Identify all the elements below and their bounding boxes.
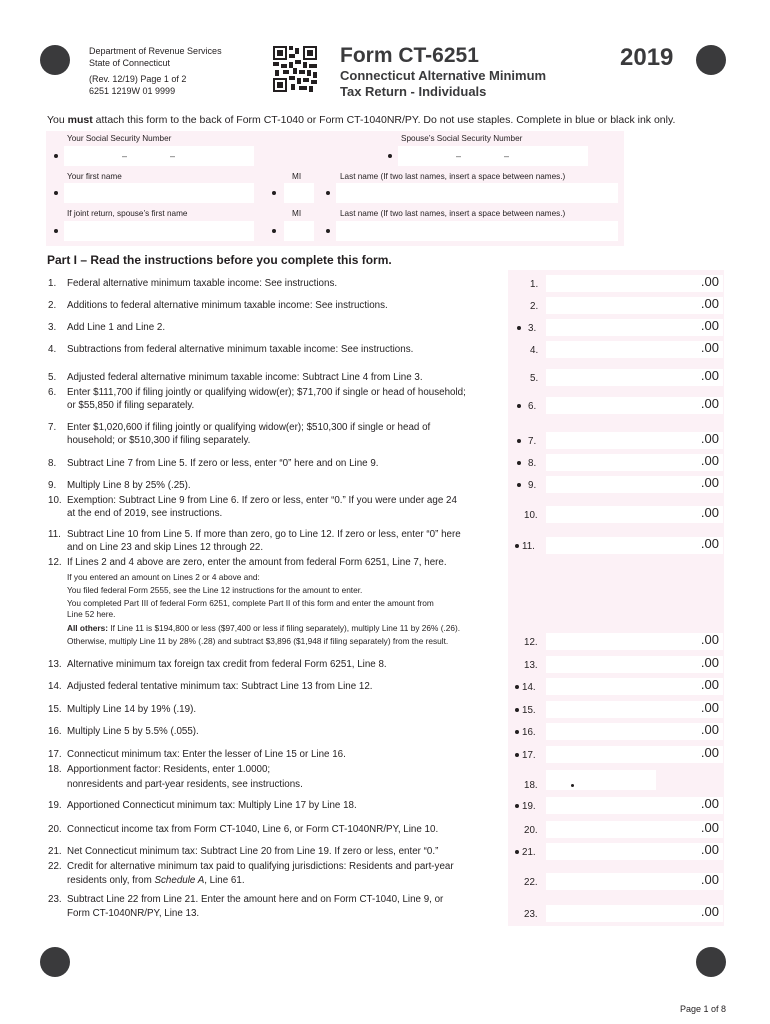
required-bullet [517,439,521,443]
cents-suffix: .00 [700,340,719,355]
form-subtitle-line-1: Connecticut Alternative Minimum [340,68,547,83]
line-text: Subtract Line 10 from Line 5. If more than zero, go to Line 12. If zero or less, enter “0” here [67,529,461,540]
required-bullet [517,404,521,408]
line-number: 22. [48,861,62,872]
line-text-cont: at the end of 2019, see instructions. [67,508,223,519]
last-name-input[interactable] [336,183,618,203]
cents-suffix: .00 [700,842,719,857]
amount-input-line-19[interactable] [546,797,723,814]
spouse-mi-input[interactable] [284,221,314,241]
spouse-ssn-input[interactable] [398,146,588,166]
line-number: 17. [48,749,62,760]
cents-suffix: .00 [700,722,719,737]
line-text: Net Connecticut minimum tax: Subtract Line 20 from Line 19. If zero or less, enter “0.” [67,846,439,857]
line-text: Adjusted federal alternative minimum taxable income: Subtract Line 4 from Line 3. [67,372,423,383]
cents-suffix: .00 [700,431,719,446]
line-12-note-1: If you entered an amount on Lines 2 or 4 above and: [67,572,260,582]
required-bullet [326,229,330,233]
required-bullet [515,850,519,854]
required-bullet [517,483,521,487]
cents-suffix: .00 [700,396,719,411]
amount-input-line-22[interactable] [546,873,723,890]
attach-instruction [47,114,675,126]
amount-input-line-16[interactable] [546,723,723,740]
amount-input-line-13[interactable] [546,656,723,673]
amount-input-line-7[interactable] [546,432,723,449]
cents-suffix: .00 [700,677,719,692]
amount-input-line-10[interactable] [546,506,723,523]
amount-input-line-21[interactable] [546,843,723,860]
required-bullet [54,229,58,233]
amount-input-line-14[interactable] [546,678,723,695]
line-text: Add Line 1 and Line 2. [67,322,166,333]
spouse-first-name-label: If joint return, spouse’s first name [67,209,188,218]
spouse-last-name-label: Last name (If two last names, insert a space between names.) [340,209,566,218]
line-12-note-5 [67,623,460,634]
ssn-dash-1: – [122,151,128,161]
line-text-cont: Form CT-1040NR/PY, Line 13. [67,908,200,919]
qr-code-icon [273,46,317,92]
line-text: Connecticut minimum tax: Enter the lesser of Line 15 or Line 16. [67,749,346,760]
amount-input-line-1[interactable] [546,275,723,292]
amount-label-16: 16. [522,727,536,738]
line-number: 11. [48,529,61,540]
amount-input-line-9[interactable] [546,476,723,493]
spouse-mi-label: MI [292,209,302,218]
cents-suffix: .00 [700,820,719,835]
amount-label-13: 13. [524,660,538,671]
cents-suffix: .00 [700,318,719,333]
line-number: 5. [48,372,57,383]
amount-label-8: 8. [528,458,537,469]
required-bullet [272,229,276,233]
required-bullet [515,685,519,689]
line-number: 12. [48,557,62,568]
amount-input-line-20[interactable] [546,821,723,838]
note-text: If Line 11 is $194,800 or less ($97,400 or less if filing separately), multiply Line 11 by 26% (.26). [108,623,461,633]
line-number: 19. [48,800,62,811]
required-bullet [515,544,519,548]
line-number: 9. [48,480,57,491]
line-22-pre: residents only, from [67,875,155,886]
required-bullet [326,191,330,195]
cents-suffix: .00 [700,632,719,647]
part-1-title: Part I – Read the instructions before you complete this form. [47,253,392,267]
line-12-note-2: You filed federal Form 2555, see the Line 12 instructions for the amount to enter. [67,585,363,595]
spouse-first-name-input[interactable] [64,221,254,241]
line-number: 16. [48,726,62,737]
line-text: Credit for alternative minimum tax paid to qualifying jurisdictions: Residents and part-year [67,861,454,872]
line-text: Apportionment factor: Residents, enter 1.0000; [67,764,271,775]
tax-year: 2019 [620,44,674,71]
line-22-italic: Schedule A [154,875,205,886]
amount-label-23: 23. [524,909,538,920]
amount-label-11: 11. [522,541,535,552]
line-text: Multiply Line 5 by 5.5% (.055). [67,726,199,737]
cents-suffix: .00 [700,368,719,383]
cents-suffix: .00 [700,296,719,311]
line-12-note-4: Line 52 here. [67,609,116,619]
form-title: Form CT-6251 [340,44,479,67]
amount-input-line-4[interactable] [546,341,723,358]
required-bullet [272,191,276,195]
line-number: 3. [48,322,57,333]
line-number: 10. [48,495,62,506]
required-bullet [515,804,519,808]
amount-label-19: 19. [522,801,536,812]
line-text: Subtractions from federal alternative minimum taxable income: See instructions. [67,344,414,355]
cents-suffix: .00 [700,505,719,520]
mi-label: MI [292,172,302,181]
form-subtitle [340,68,546,100]
required-bullet [515,730,519,734]
amount-input-line-12[interactable] [546,633,723,650]
registration-mark-top-right [696,45,726,75]
amount-label-14: 14. [522,682,536,693]
amount-input-line-6[interactable] [546,397,723,414]
required-bullet [54,191,58,195]
last-name-label: Last name (If two last names, insert a space between names.) [340,172,566,181]
line-text: Enter $111,700 if filing jointly or qualifying widow(er); $71,700 if single or head of household; [67,387,466,398]
amount-label-1: 1. [530,279,539,290]
required-bullet [517,326,521,330]
amount-input-line-8[interactable] [546,454,723,471]
amount-label-10: 10. [524,510,538,521]
line-text: Apportioned Connecticut minimum tax: Multiply Line 17 by Line 18. [67,800,357,811]
spouse-ssn-dash-1: – [456,151,462,161]
amount-label-12: 12. [524,637,538,648]
line-text-cont [67,875,245,888]
cents-suffix: .00 [700,796,719,811]
required-bullet [515,708,519,712]
cents-suffix: .00 [700,453,719,468]
form-code: 6251 1219W 01 9999 [89,85,176,96]
line-number: 21. [48,846,62,857]
apportionment-factor-input[interactable] [546,770,656,790]
form-subtitle-line-2: Tax Return - Individuals [340,84,487,99]
line-text: Subtract Line 7 from Line 5. If zero or less, enter “0” here and on Line 9. [67,458,379,469]
first-name-label: Your first name [67,172,122,181]
line-text-cont: and on Line 23 and skip Lines 12 through 22. [67,542,264,553]
amount-label-7: 7. [528,436,537,447]
registration-mark-bottom-left [40,947,70,977]
required-bullet [388,154,392,158]
line-number: 14. [48,681,62,692]
line-number: 7. [48,422,57,433]
line-text: Subtract Line 22 from Line 21. Enter the amount here and on Form CT-1040, Line 9, or [67,894,444,905]
first-name-input[interactable] [64,183,254,203]
line-text: Adjusted federal tentative minimum tax: Subtract Line 13 from Line 12. [67,681,373,692]
cents-suffix: .00 [700,745,719,760]
line-12-note-6: Otherwise, multiply Line 11 by 28% (.28) and subtract $3,896 ($1,948 if filing separately) from the result. [67,636,449,646]
attach-pre: You [47,114,68,126]
amount-input-line-11[interactable] [546,537,723,554]
line-number: 6. [48,387,57,398]
ssn-dash-2: – [170,151,176,161]
line-text: Alternative minimum tax foreign tax credit from federal Form 6251, Line 8. [67,659,387,670]
registration-mark-bottom-right [696,947,726,977]
line-text: Connecticut income tax from Form CT-1040, Line 6, or Form CT-1040NR/PY, Line 10. [67,824,439,835]
line-number: 15. [48,704,62,715]
amount-input-line-17[interactable] [546,746,723,763]
cents-suffix: .00 [700,655,719,670]
amount-input-line-2[interactable] [546,297,723,314]
amount-label-5: 5. [530,373,539,384]
dept-name: Department of Revenue Services [89,46,222,56]
line-text-cont: or $55,850 if filing separately. [67,400,195,411]
line-text: Multiply Line 8 by 25% (.25). [67,480,191,491]
amount-label-2: 2. [530,301,539,312]
spouse-ssn-dash-2: – [504,151,510,161]
amount-label-6: 6. [528,401,537,412]
line-number: 18. [48,764,62,775]
amount-label-18: 18. [524,780,538,791]
amount-label-4: 4. [530,345,539,356]
line-number: 13. [48,659,62,670]
line-text: Multiply Line 14 by 19% (.19). [67,704,197,715]
amount-label-20: 20. [524,825,538,836]
line-12-note-3: You completed Part III of federal Form 6251, complete Part II of this form and enter the amount from [67,598,434,608]
line-number: 1. [48,278,57,289]
amount-label-21: 21. [522,847,536,858]
cents-suffix: .00 [700,475,719,490]
line-number: 23. [48,894,62,905]
spouse-ssn-label: Spouse’s Social Security Number [401,134,523,143]
amount-label-3: 3. [528,323,537,334]
mi-input[interactable] [284,183,314,203]
amount-label-15: 15. [522,705,536,716]
ssn-label: Your Social Security Number [67,134,172,143]
required-bullet [515,753,519,757]
ssn-input[interactable] [64,146,254,166]
page-number: Page 1 of 8 [679,1004,726,1014]
attach-bold: must [67,114,93,126]
line-text: Exemption: Subtract Line 9 from Line 6. If zero or less, enter “0.” If you were under age 24 [67,495,457,506]
line-number: 20. [48,824,62,835]
cents-suffix: .00 [700,274,719,289]
state-name: State of Connecticut [89,57,171,68]
attach-post: attach this form to the back of Form CT-1040 or Form CT-1040NR/PY. Do not use staples. Complete in blue or black ink only. [92,114,676,126]
revision: (Rev. 12/19) Page 1 of 2 [89,74,187,84]
required-bullet [54,154,58,158]
cents-suffix: .00 [700,904,719,919]
header-left [89,46,222,97]
amount-label-17: 17. [522,750,536,761]
line-text: Additions to federal alternative minimum taxable income: See instructions. [67,300,388,311]
amount-input-line-23[interactable] [546,905,723,922]
line-number: 2. [48,300,57,311]
line-number: 4. [48,344,57,355]
note-bold: All others: [67,623,109,633]
line-22-post: , Line 61. [204,875,245,886]
amount-input-line-5[interactable] [546,369,723,386]
cents-suffix: .00 [700,872,719,887]
decimal-point-mark [571,784,574,787]
line-text: If Lines 2 and 4 above are zero, enter the amount from federal Form 6251, Line 7, here. [67,557,447,568]
cents-suffix: .00 [700,700,719,715]
line-number: 8. [48,458,57,469]
amount-input-line-3[interactable] [546,319,723,336]
registration-mark-top-left [40,45,70,75]
spouse-last-name-input[interactable] [336,221,618,241]
cents-suffix: .00 [700,536,719,551]
required-bullet [517,461,521,465]
line-text: Enter $1,020,600 if filing jointly or qualifying widow(er); $510,300 if single or head of [67,422,431,433]
line-text: Federal alternative minimum taxable income: See instructions. [67,278,338,289]
amount-label-9: 9. [528,480,537,491]
line-text-cont: nonresidents and part-year residents, see instructions. [67,779,303,790]
line-text-cont: household; or $510,300 if filing separately. [67,435,251,446]
amount-label-22: 22. [524,877,538,888]
amount-input-line-15[interactable] [546,701,723,718]
